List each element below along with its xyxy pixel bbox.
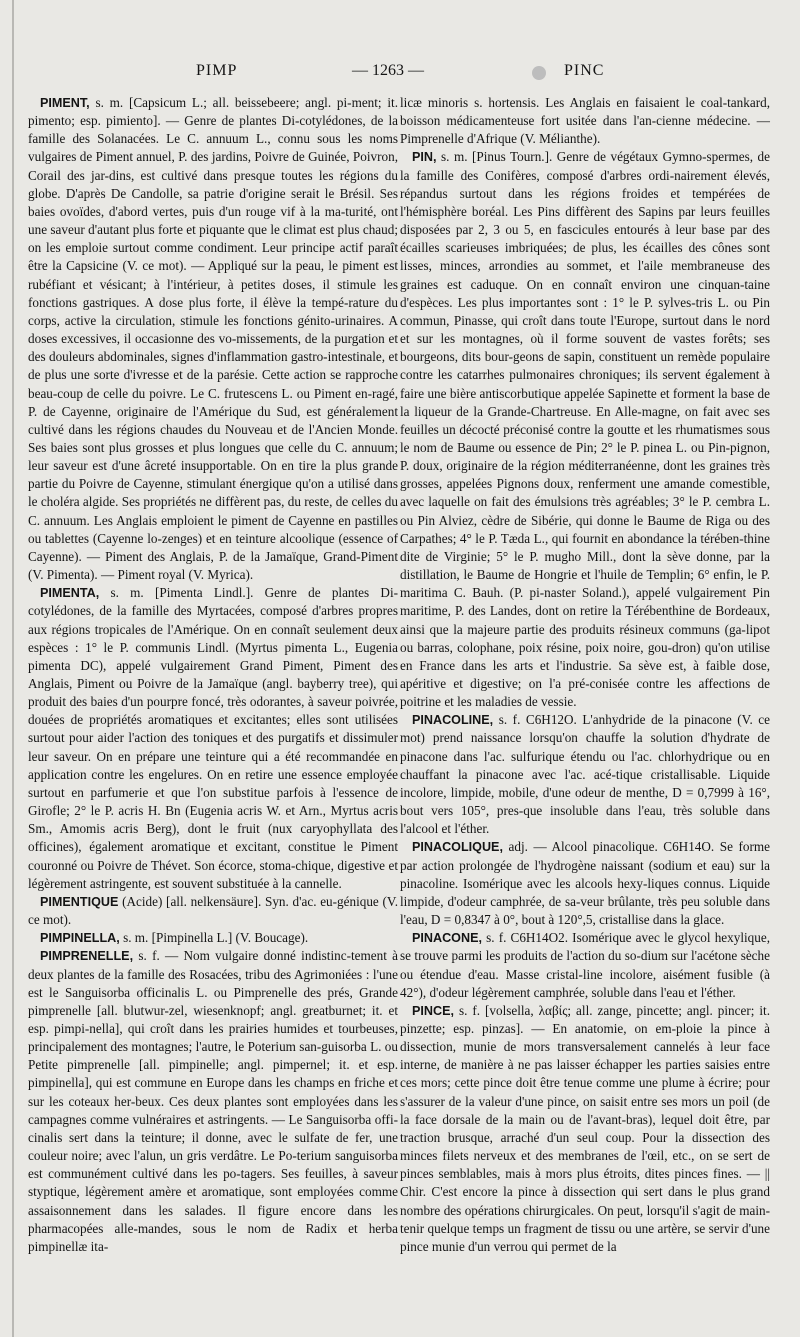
entry-pinacone [400, 929, 770, 1002]
page-number: — 1263 — [352, 62, 424, 79]
running-head [0, 62, 800, 86]
entry-text: s. f. C6H12O. L'anhydride de la pinacone (V. ce mot) prend naissance lorsqu'on chauffe la solution d'hydrate de pinacone dans l'ac. sulfurique étendu ou l'ac. chlorhydrique ou en chauffant la pinacone avec l'ac. acé-tique cristallisable. Liquide incolore, limpide, mobile, d'une odeur de menthe, D = 0,7999 à 16°, bout vers 105°, pres-que insoluble dans l'eau, très soluble dans l'alcool et l'éther. [400, 712, 770, 837]
headword: PIMENTIQUE [40, 894, 119, 909]
headword: PIN, [412, 150, 437, 165]
running-head-right: PINC [564, 62, 605, 79]
entry-piment [28, 94, 398, 584]
headword: PINCE, [412, 1003, 454, 1018]
entry-continuation [400, 94, 770, 148]
headword: PIMPRENELLE, [40, 949, 134, 964]
headword: PINACOLIQUE, [412, 840, 503, 855]
headword: PINACONE, [412, 931, 482, 946]
entry-text: s. f. [volsella, λαβίς; all. zange, pincette; angl. pincer; it. pinzette; esp. pinzas]. — En anatomie, on em-ploie la pince à dissection, munie de mors transversalement cannelés à leur face interne, de manière à ne pas laisser échapper les parties saisies entre ces mors; cette pince doit être tenue comme une plume à écrire; pour s'assurer de la valeur d'une pince, on saisit entre ses mors un poil (de la face dorsale de la main ou de l'avant-bras), lequel doit être, par traction brusque, arraché d'un seul coup. Pour la dissection des minces filets nerveux et des membranes de l'œil, etc., on se sert de pinces semblables, mais à mors plus étroits, dites pinces fines. — || Chir. C'est encore la pince à dissection qui sert dans le plus grand nombre des opérations chirurgicales. On peut, lorsqu'il s'agit de main-tenir quelque temps un fragment de tissu ou une artère, se servir d'une pince munie d'un verrou qui permet de la [400, 1002, 770, 1254]
entry-text: s. f. — Nom vulgaire donné indistinc-tement à deux plantes de la famille des Rosacées, tribu des Agrimoniées : l'une est le Sanguisorba officinalis L. ou Pimprenelle des prés, Grande pimprenelle [all. blutwur-zel, wiesenknopf; angl. greatburnet; it. et esp. pimpi-nella], qui croît dans les prairies humides et tourbeuses, principalement des montagnes; l'autre, le Poterium san-guisorba L. ou Petite pimprenelle [all. pimpinelle; angl. pimpernel; it. et esp. pimpinella], qui est commune en Europe dans les champs en friche et sur les coteaux her-beux. Ces deux plantes sont employées dans les campagnes comme vulnéraires et astringents. — Le Sanguisorba offi-cinalis sert dans la teinture; il donne, avec le sulfate de fer, une couleur noire; avec l'alun, un gris verdâtre. Le Po-terium sanguisorba est communément cultivé dans les po-tagers. Ses feuilles, à saveur styptique, légèrement amère et aromatique, sont employées comme assaisonnement dans les salades. Il figure encore dans les pharmacopées alle-mandes, sous le nom de Radix et herba pimpinellæ ita- [28, 948, 398, 1254]
headword: PIMPINELLA, [40, 931, 120, 946]
entry-text: licæ minoris s. hortensis. Les Anglais en faisaient le coal-tankard, boisson médicamenteuse fort usitée dans l'an-cienne médecine. — Pimprenelle d'Afrique (V. Mélianthe). [400, 95, 770, 147]
entry-pince [400, 1002, 770, 1256]
entry-text: (Acide) [all. nelkensäure]. Syn. d'ac. eu-génique (V. ce mot). [28, 893, 398, 928]
print-blot [532, 66, 546, 80]
entry-pinacolique [400, 838, 770, 929]
left-column [28, 94, 398, 1256]
entry-text: s. m. [Pimpinella L.] (V. Boucage). [119, 930, 309, 946]
running-head-left: PIMP [196, 62, 238, 79]
entry-text: s. f. C6H14O2. Isomérique avec le glycol hexylique, se trouve parmi les produits de l'action du so-dium sur l'acétone sèche ou étendue d'eau. Masse cristal-line incolore, aisément fusible (à 42°), d'odeur légèrement camphrée, soluble dans l'eau et l'éther. [400, 930, 770, 1000]
page-edge [12, 0, 14, 1337]
entry-pinacoline [400, 711, 770, 838]
headword: PINACOLINE, [412, 713, 494, 728]
entry-pin [400, 148, 770, 711]
entry-pimentique [28, 893, 398, 929]
headword: PIMENTA, [40, 586, 100, 601]
entry-text: s. m. [Pinus Tourn.]. Genre de végétaux Gymno-spermes, de la famille des Conifères, composé d'arbres ordi-nairement élevés, répandus surtout dans les régions froides et tempérées de l'hémisphère boréal. Les Pins diffèrent des Sapins par leurs feuilles disposées par 2, 3 ou 5, en fascicules entourés à leur base par des écailles scarieuses imbriquées; de plus, les écailles des cônes sont lisses, minces, arrondies au sommet, et l'aile membraneuse des graines est caduque. On en connaît environ une cinquan-taine d'espèces. Les plus importantes sont : 1° le P. sylves-tris L. ou Pin commun, Pinasse, qui croît dans toute l'Europe, surtout dans le nord et sur les montagnes, où il forme souvent de vastes forêts; ses bourgeons, dits bour-geons de sapin, constituent un remède populaire contre les catarrhes pulmonaires chroniques; ils servent également à faire une bière antiscorbutique appelée Sapinette et forment la base de la liqueur de la Grande-Chartreuse. En Alle-magne, on fait avec ses feuilles un décocté préconisé contre la goutte et les rhumatismes sous le nom de Baume ou essence de Pin; 2° le P. pinea L. ou Pin-pignon, P. doux, originaire de la région méditerranéenne, dont les graines très grosses, appelées Pignons doux, renferment une amande comestible, avec laquelle on fait des émulsions très agréables; 3° le P. cembra L. ou Pin Alviez, cèdre de Sibérie, qui donne le Baume de Riga ou des Carpathes; 4° le P. Tæda L., qui fournit en abondance la térében-thine dite de Virginie; 5° le P. mugho Mill., dont la sève donne, par la distillation, le Baume de Hongrie et l'huile de Templin; 6° enfin, le P. maritima C. Bauh. (P. pi-naster Soland.), appelé vulgairement Pin maritime, P. des Landes, dont on retire la Térébenthine de Bordeaux, ainsi que la majeure partie des produits résineux communs (ga-lipot ou barras, colophane, poix résine, poix noire, gou-dron) qu'on utilise en France dans les arts et l'industrie. Sa sève est, à faible dose, apéritive et digestive; on l'a pré-conisée contre les affections de poitrine et les maladies de vessie. [400, 149, 770, 710]
entry-pimprenelle [28, 947, 398, 1256]
headword: PIMENT, [40, 96, 90, 110]
entry-pimenta [28, 584, 398, 893]
entry-text: adj. — Alcool pinacolique. C6H14O. Se forme par action prolongée de l'hydrogène naissant (sodium et eau) sur la pinacoline. Isomérique avec les alcools hexy-liques connus. Liquide limpide, d'odeur camphrée, de sa-veur brûlante, très peu soluble dans l'eau, D = 0,8347 à 0°, bout à 120°,5, cristallise dans la glace. [400, 839, 770, 928]
entry-text: s. m. [Pimenta Lindl.]. Genre de plantes Di-cotylédones, de la famille des Myrtacées, composé d'arbres propres aux régions tropicales de l'Amérique. On en connaît seulement deux espèces : 1° le P. communis Lindl. (Myrtus pimenta L., Eugenia pimenta DC), appelé vulgairement Grand Piment, Piment des Anglais, Piment ou Poivre de la Jamaïque (angl. bayberry tree), qui produit des baies d'un pourpre foncé, très odorantes, à saveur poivrée, douées de propriétés aromatiques et excitantes; elles sont utilisées surtout pour aider l'action des toniques et des purgatifs et dissimuler leur saveur. On en prépare une teinture qui a été recommandée en application contre les engelures. On en retire une essence employée surtout en parfumerie et que l'on substitue parfois à l'essence de Girofle; 2° le P. acris H. Bn (Eugenia acris W. et Arn., Myrtus acris Sm., Amomis acris Berg), dont le fruit (nux caryophyllata des officines), également aromatique et excitant, constitue le Piment couronné ou Poivre de Thévet. Son écorce, stoma-chique, digestive et légèrement astringente, est souvent substituée à la cannelle. [28, 585, 398, 891]
entry-pimpinella [28, 929, 398, 947]
entry-text: s. m. [Capsicum L.; all. beissebeere; angl. pi-ment; it. pimento; esp. pimiento]. — Genre de plantes Di-cotylédones, de la famille des Solanacées. Le C. annuum L., connu sous les noms vulgaires de Piment annuel, P. des jardins, Poivre de Guinée, Poivron, Corail des jar-dins, est cultivé dans presque toutes les régions du globe. D'après De Candolle, sa patrie d'origine serait le Brésil. Ses baies ovoïdes, d'abord vertes, puis d'un rouge vif à la ma-turité, ont une saveur d'autant plus forte et piquante que le climat est plus chaud; on les emploie surtout comme condiment. Leur principe actif paraît être la Capsicine (V. ce mot). — Appliqué sur la peau, le piment est rubéfiant et vésicant; à l'intérieur, à petites doses, il stimule les fonctions gastriques. A dose plus forte, il élève la tempé-rature du corps, active la circulation, stimule les fonctions génito-urinaires. A doses excessives, il occasionne des vo-missements, de la purgation et des douleurs abdominales, signes d'inflammation gastro-intestinale, et de plus une sorte d'ivresse et de la parésie. Cette action se rapproche beau-coup de celle du poivre. Le C. frutescens L. ou Piment en-ragé, P. de Cayenne, originaire de l'Amérique du Sud, est généralement cultivé dans les régions chaudes du Nouveau et de l'Ancien Monde. Ses baies sont plus grosses et plus longues que celle du C. annuum; leur saveur est d'une âcreté insupportable. On en tire la plus grande partie du Poivre de Cayenne, stimulant énergique qu'on a utilisé dans le choléra algide. Ses propriétés ne diffèrent pas, du reste, de celles du C. annuum. Les Anglais emploient le piment de Cayenne en pastilles ou tablettes (Cayenne lo-zenges) et en teinture alcoolique (essence of Cayenne). — Piment des Anglais, P. de la Jamaïque, Grand-Piment (V. Pimenta). — Piment royal (V. Myrica). [28, 95, 398, 583]
right-column [400, 94, 770, 1256]
